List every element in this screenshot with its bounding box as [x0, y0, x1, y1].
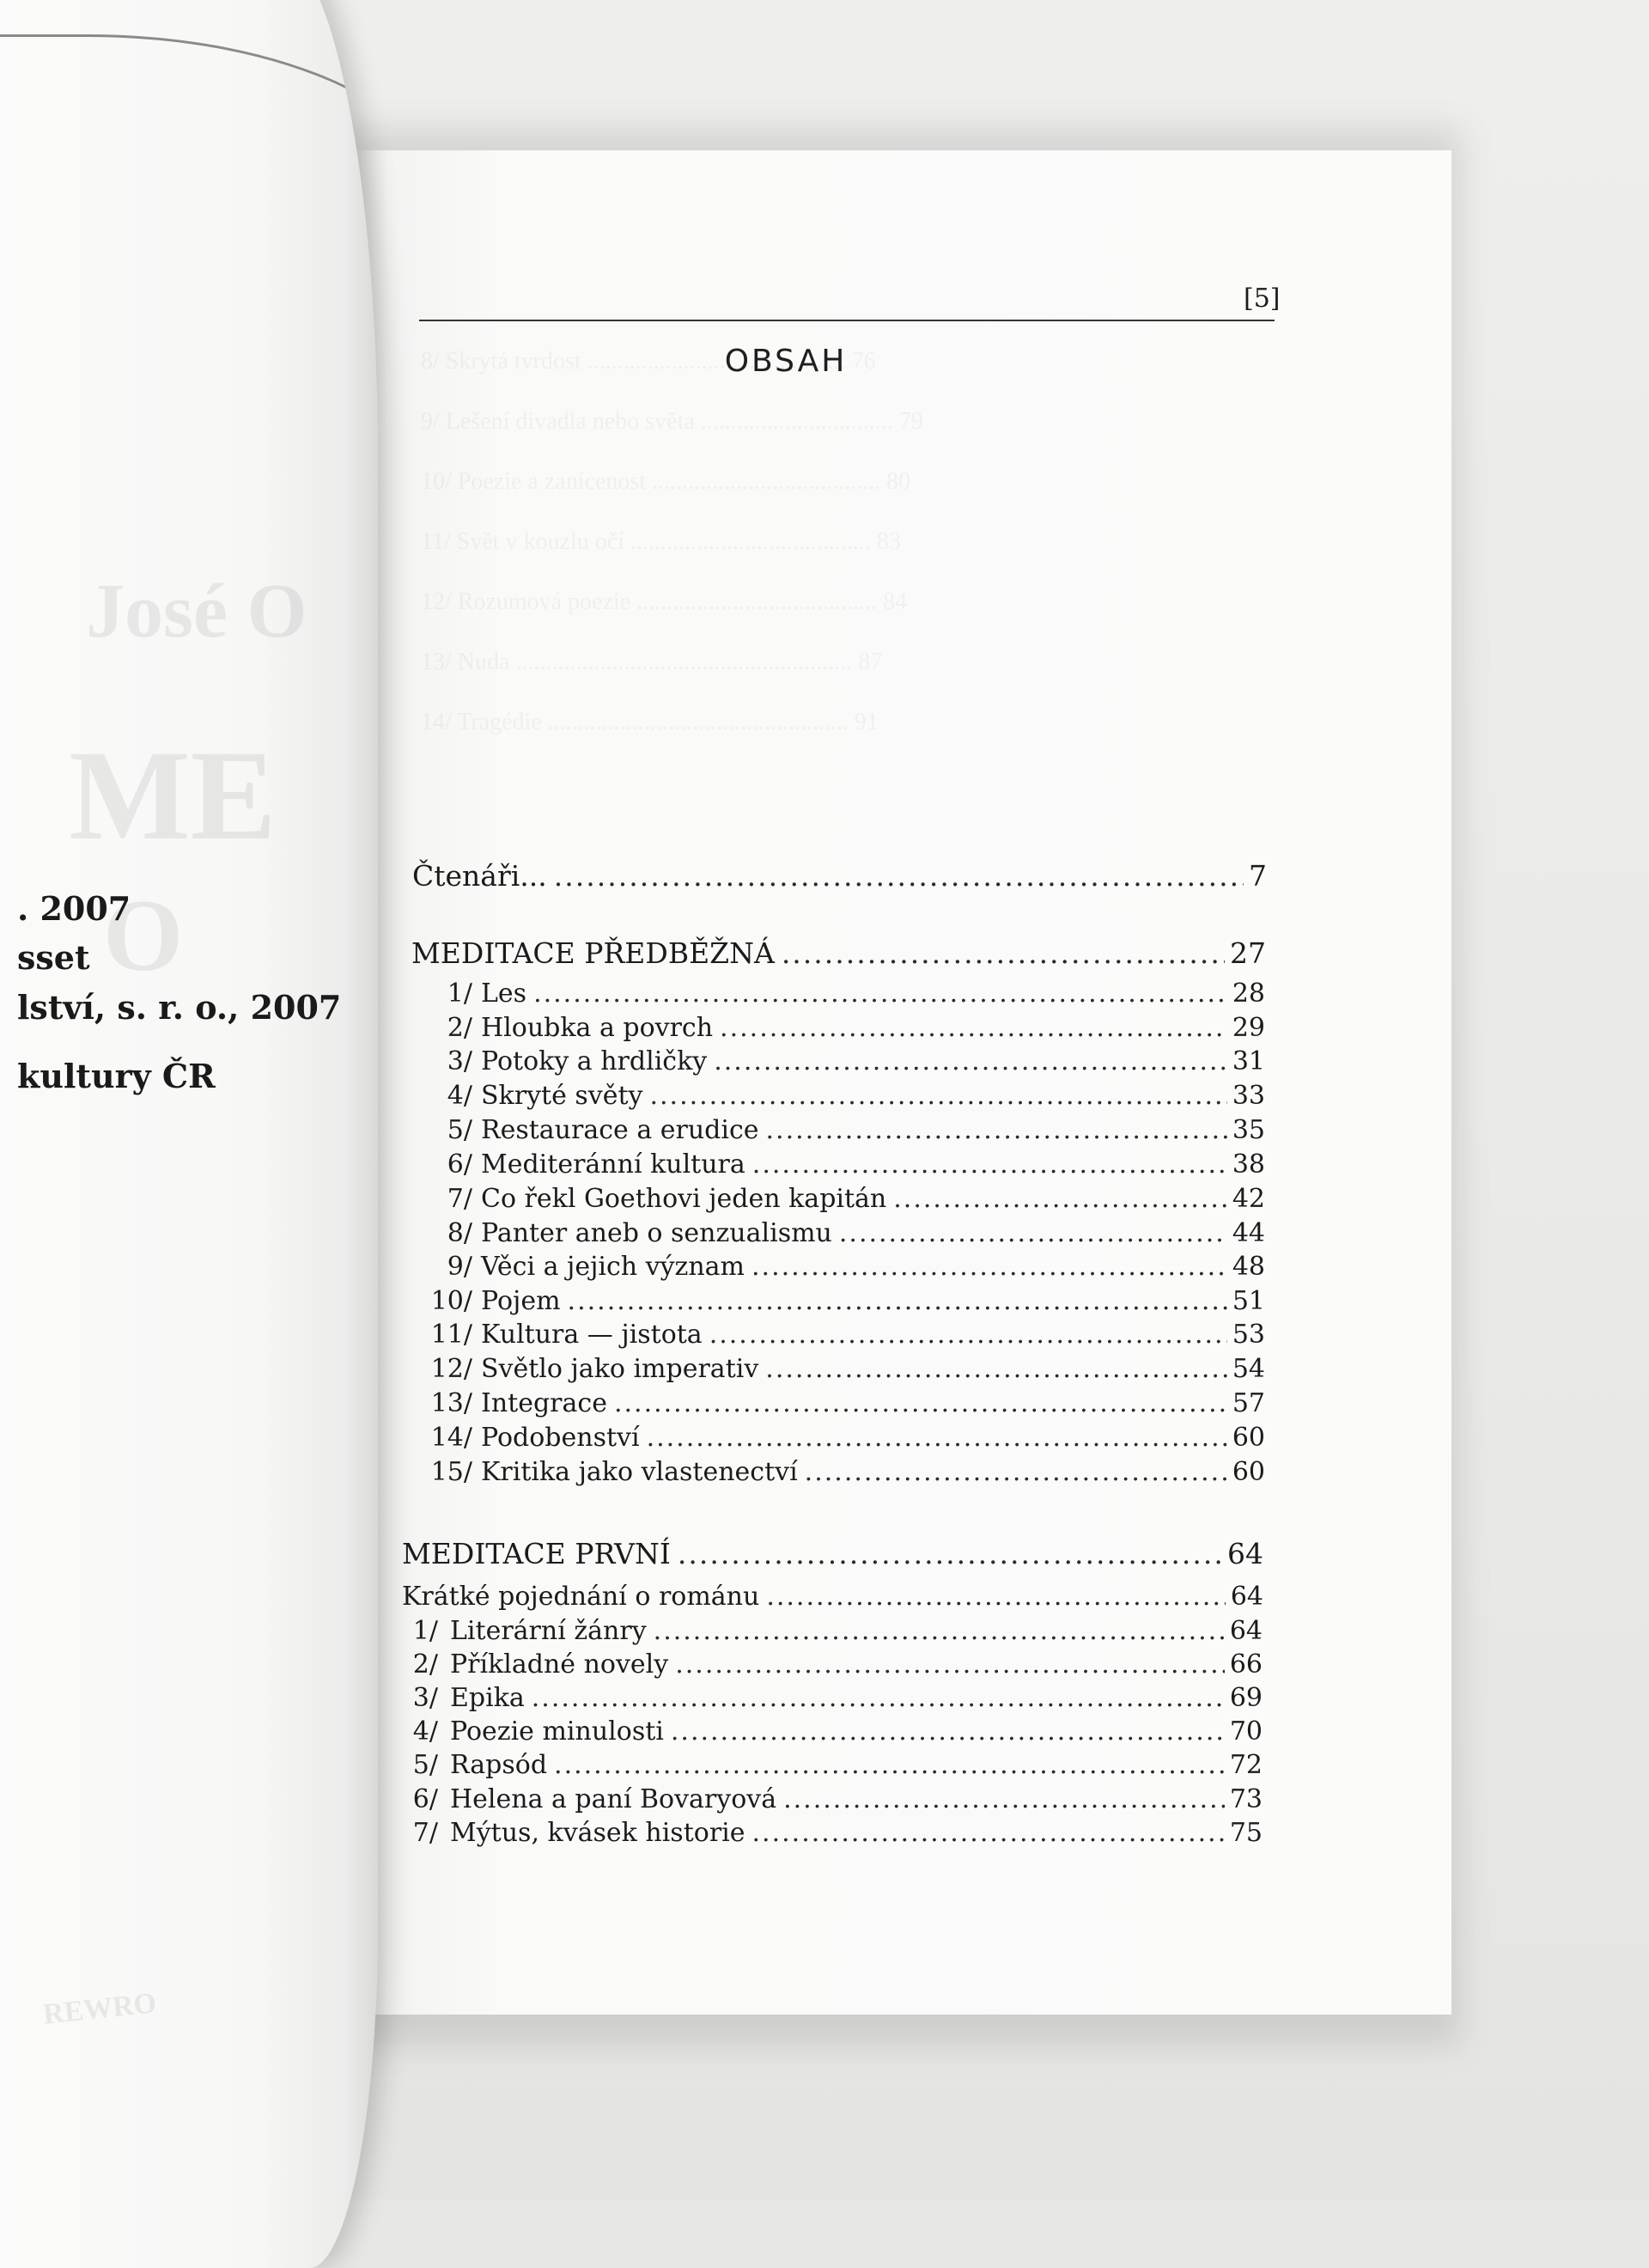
imprint-line-3: lství, s. r. o., 2007: [17, 988, 342, 1027]
toc-entry-label: Co řekl Goethovi jeden kapitán: [481, 1184, 887, 1214]
leader-dots: [532, 1683, 1225, 1713]
toc-entry-label: Restaurace a erudice: [481, 1115, 759, 1145]
leader-dots: [766, 1115, 1227, 1145]
toc-page-number: 48: [1232, 1252, 1265, 1282]
toc-row: [395, 1784, 1263, 1814]
toc-item-number: 7/: [447, 1184, 472, 1214]
toc-item-number: 9/: [447, 1252, 472, 1282]
toc-item-number: 14/: [430, 1423, 472, 1453]
leader-dots: [765, 1354, 1227, 1384]
toc-row: [395, 1616, 1263, 1646]
leader-dots: [720, 1013, 1227, 1043]
toc-page-number: 51: [1232, 1286, 1265, 1316]
toc-item-number: 1/: [447, 979, 472, 1009]
toc-entry-label: Čtenáři...: [412, 859, 547, 893]
leader-dots: [654, 1616, 1225, 1646]
toc-item-number: 7/: [412, 1818, 438, 1848]
leader-dots: [752, 1818, 1225, 1848]
leader-dots: [782, 936, 1225, 970]
toc-item-number: 13/: [430, 1388, 472, 1418]
leader-dots: [709, 1320, 1227, 1350]
toc-page-number: 42: [1232, 1184, 1265, 1214]
show-through-title-2: O: [103, 878, 184, 992]
toc-item-number: 8/: [447, 1218, 472, 1248]
toc-item-number: 1/: [412, 1616, 438, 1646]
leader-dots: [568, 1286, 1227, 1316]
toc-item-number: 3/: [412, 1683, 438, 1713]
toc-row: [395, 1683, 1263, 1713]
toc-entry-label: MEDITACE PŘEDBĚŽNÁ: [411, 936, 775, 970]
toc-row: [404, 1218, 1265, 1248]
toc-row: [395, 1716, 1263, 1747]
leader-dots: [614, 1388, 1227, 1418]
toc-row: [404, 1013, 1265, 1043]
leader-dots: [751, 1252, 1227, 1282]
toc-entry-label: Helena a paní Bovaryová: [450, 1784, 777, 1814]
toc-page-number: 27: [1230, 936, 1266, 970]
leader-dots: [675, 1649, 1225, 1680]
imprint-line-2: sset: [17, 938, 90, 977]
toc-page-number: 57: [1232, 1388, 1265, 1418]
leader-dots: [839, 1218, 1227, 1248]
toc-entry-label: Mediteránní kultura: [481, 1149, 745, 1180]
leader-dots: [533, 979, 1227, 1009]
show-through-title: ME: [69, 724, 277, 867]
toc-row: [404, 1252, 1265, 1282]
toc-page-number: 44: [1232, 1218, 1265, 1248]
toc-page-number: 33: [1232, 1081, 1265, 1111]
toc-entry-label: Podobenství: [481, 1423, 640, 1453]
page-number: [5]: [1244, 284, 1281, 314]
toc-entry-label: Hloubka a povrch: [481, 1013, 714, 1043]
toc-entry-label: Světlo jako imperativ: [481, 1354, 759, 1384]
toc-entry-label: Kultura — jistota: [481, 1320, 703, 1350]
toc-item-number: 6/: [412, 1784, 438, 1814]
toc-row: [404, 1149, 1265, 1180]
toc-page-number: 64: [1230, 1582, 1263, 1612]
toc-item-number: 15/: [430, 1457, 472, 1487]
toc-page-number: 69: [1229, 1683, 1263, 1713]
toc-row: [395, 1818, 1263, 1848]
toc-page-number: 60: [1232, 1423, 1265, 1453]
toc-entry-label: Panter aneb o senzualismu: [481, 1218, 832, 1248]
toc-item-number: 4/: [412, 1716, 438, 1747]
toc-row: [404, 1423, 1265, 1453]
leader-dots: [893, 1184, 1227, 1214]
leader-dots: [647, 1423, 1227, 1453]
toc-row: [404, 1354, 1265, 1384]
toc-page-number: 64: [1227, 1537, 1263, 1570]
toc-item-number: 12/: [430, 1354, 472, 1384]
toc-entry-label: Kritika jako vlastenectví: [481, 1457, 798, 1487]
toc-entry-label: Rapsód: [450, 1750, 548, 1780]
toc-row: [404, 1046, 1265, 1076]
toc-title-text: OBSAH: [724, 344, 848, 379]
leader-dots: [678, 1537, 1222, 1570]
toc-entry-label: Mýtus, kvásek historie: [450, 1818, 745, 1848]
toc-row: [404, 1320, 1265, 1350]
leader-dots: [805, 1457, 1227, 1487]
toc-page-number: 73: [1229, 1784, 1263, 1814]
toc-section-heading: [402, 1537, 1263, 1570]
toc-row: [404, 1388, 1265, 1418]
show-through-footer: REWRO: [41, 1987, 158, 2031]
toc-entry-label: Integrace: [481, 1388, 607, 1418]
toc-entry-label: MEDITACE PRVNÍ: [402, 1537, 671, 1570]
toc-page-number: 53: [1232, 1320, 1265, 1350]
toc-subheading: [402, 1582, 1263, 1612]
toc-row: [395, 1649, 1263, 1680]
imprint-line-4: kultury ČR: [17, 1057, 216, 1095]
toc-row: [404, 1115, 1265, 1145]
toc-page-number: 64: [1229, 1616, 1263, 1646]
toc-entry-label: Poezie minulosti: [450, 1716, 664, 1747]
toc-entry-label: Příkladné novely: [450, 1649, 669, 1680]
toc-item-number: 10/: [430, 1286, 472, 1316]
toc-page-number: 70: [1229, 1716, 1263, 1747]
toc-item-number: 11/: [430, 1320, 472, 1350]
toc-item-number: 2/: [447, 1013, 472, 1043]
leader-dots: [649, 1081, 1226, 1111]
toc-row: [404, 1457, 1265, 1487]
toc-page-number: 75: [1229, 1818, 1263, 1848]
toc-page-number: 72: [1229, 1750, 1263, 1780]
toc-page-number: 66: [1229, 1649, 1263, 1680]
toc-page-number: 28: [1232, 979, 1265, 1009]
toc-page-number: 60: [1232, 1457, 1265, 1487]
show-through-author: José O: [86, 569, 307, 654]
leader-dots: [766, 1582, 1225, 1612]
toc-entry-label: Potoky a hrdličky: [481, 1046, 708, 1076]
toc-row: [404, 1081, 1265, 1111]
leader-dots: [714, 1046, 1227, 1076]
toc-row: [404, 1184, 1265, 1214]
toc-page-number: 35: [1232, 1115, 1265, 1145]
toc-page-number: 31: [1232, 1046, 1265, 1076]
toc-row: [395, 1750, 1263, 1780]
toc-entry-label: Krátké pojednání o románu: [402, 1582, 760, 1612]
leader-dots: [752, 1149, 1227, 1180]
toc-entry-label: Pojem: [481, 1286, 561, 1316]
toc-entry-label: Literární žánry: [450, 1616, 647, 1646]
leader-dots: [783, 1784, 1225, 1814]
leader-dots: [554, 859, 1244, 893]
leader-dots: [671, 1716, 1225, 1747]
toc-row: [412, 859, 1267, 893]
toc-page-number: 29: [1232, 1013, 1265, 1043]
toc-row: [404, 979, 1265, 1009]
toc-item-number: 6/: [447, 1149, 472, 1180]
toc-entry-label: Epika: [450, 1683, 525, 1713]
toc-page-number: 38: [1232, 1149, 1265, 1180]
toc-entry-label: Les: [481, 979, 527, 1009]
toc-page-number: 7: [1249, 859, 1267, 893]
leader-dots: [554, 1750, 1225, 1780]
toc-row: [404, 1286, 1265, 1316]
toc-item-number: 2/: [412, 1649, 438, 1680]
toc-entry-label: Věci a jejich význam: [481, 1252, 745, 1282]
toc-item-number: 4/: [447, 1081, 472, 1111]
toc-entry-label: Skryté světy: [481, 1081, 643, 1111]
toc-page-number: 54: [1232, 1354, 1265, 1384]
toc-item-number: 5/: [447, 1115, 472, 1145]
toc-section-heading: [411, 936, 1266, 970]
toc-item-number: 3/: [447, 1046, 472, 1076]
imprint-line-1: . 2007: [17, 889, 131, 928]
toc-item-number: 5/: [412, 1750, 438, 1780]
